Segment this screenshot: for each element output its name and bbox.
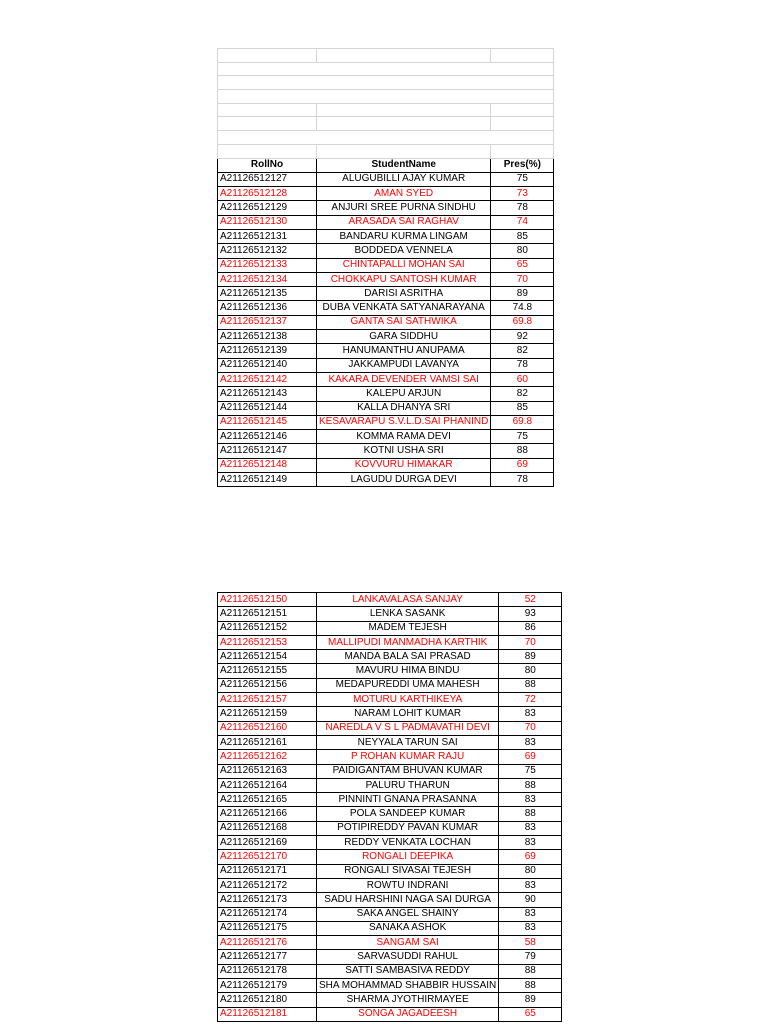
student-name-cell: SHA MOHAMMAD SHABBIR HUSSAIN [317,979,499,993]
pres-cell: 89 [491,287,554,301]
pres-cell: 80 [491,244,554,258]
student-name-cell: KALEPU ARJUN [317,387,491,401]
rollno-cell: A21126512147 [218,444,317,458]
empty-cell [317,144,491,158]
student-name-cell: SAKA ANGEL SHAINY [317,907,499,921]
pres-cell: 70 [499,721,562,735]
rollno-cell: A21126512165 [218,793,317,807]
table-row [218,621,562,635]
pres-cell: 72 [499,693,562,707]
pres-cell: 83 [499,707,562,721]
student-name-cell: RONGALI DEEPIKA [317,850,499,864]
rollno-cell: A21126512179 [218,979,317,993]
empty-row [218,76,554,90]
student-name-cell: KALLA DHANYA SRI [317,401,491,415]
pres-cell: 83 [499,821,562,835]
student-name-cell: SATTI SAMBASIVA REDDY [317,964,499,978]
rollno-cell: A21126512130 [218,215,317,229]
pres-cell: 78 [491,358,554,372]
empty-row [218,103,554,117]
pres-cell: 88 [499,678,562,692]
rollno-cell: A21126512163 [218,764,317,778]
pres-cell: 75 [491,430,554,444]
pres-cell: 88 [491,444,554,458]
pres-cell: 75 [499,764,562,778]
table-row [218,358,554,372]
table-row [218,401,554,415]
rollno-cell: A21126512136 [218,301,317,315]
pres-cell: 83 [499,836,562,850]
table-body-top [218,172,554,487]
pres-cell: 85 [491,229,554,243]
empty-cell [317,49,491,63]
rollno-cell: A21126512169 [218,836,317,850]
table-row [218,750,562,764]
table-row [218,907,562,921]
student-name-cell: CHINTAPALLI MOHAN SAI [317,258,491,272]
empty-row [218,90,554,104]
pres-cell: 83 [499,878,562,892]
student-name-cell: LAGUDU DURGA DEVI [317,473,491,487]
rollno-cell: A21126512164 [218,778,317,792]
empty-cell [218,49,317,63]
pres-cell: 88 [499,964,562,978]
rollno-cell: A21126512156 [218,678,317,692]
rollno-cell: A21126512162 [218,750,317,764]
pres-cell: 69 [499,750,562,764]
pres-cell: 83 [499,907,562,921]
pres-cell: 73 [491,187,554,201]
table-row [218,836,562,850]
table-row [218,793,562,807]
table-row [218,693,562,707]
student-name-cell: LANKAVALASA SANJAY [317,593,499,607]
student-name-cell: MEDAPUREDDI UMA MAHESH [317,678,499,692]
table-row [218,344,554,358]
student-name-cell: SANAKA ASHOK [317,921,499,935]
rollno-cell: A21126512172 [218,878,317,892]
rollno-cell: A21126512153 [218,635,317,649]
rollno-cell: A21126512149 [218,473,317,487]
student-name-cell: MOTURU KARTHIKEYA [317,693,499,707]
empty-cell [491,144,554,158]
student-name-cell: MAVURU HIMA BINDU [317,664,499,678]
empty-cell [317,117,491,131]
student-name-cell: NARAM LOHIT KUMAR [317,707,499,721]
pres-cell: 90 [499,893,562,907]
pres-cell: 85 [491,401,554,415]
student-name-cell: SARVASUDDI RAHUL [317,950,499,964]
pres-cell: 69.8 [491,315,554,329]
table-body-bottom [218,593,562,1022]
rollno-cell: A21126512170 [218,850,317,864]
table-row [218,864,562,878]
student-name-cell: REDDY VENKATA LOCHAN [317,836,499,850]
pres-cell: 65 [491,258,554,272]
rollno-cell: A21126512127 [218,172,317,186]
pres-cell: 70 [491,272,554,286]
table-row [218,229,554,243]
table-row [218,301,554,315]
rollno-cell: A21126512133 [218,258,317,272]
rollno-cell: A21126512145 [218,415,317,429]
pres-cell: 58 [499,936,562,950]
rollno-cell: A21126512150 [218,593,317,607]
table-row [218,330,554,344]
table-row [218,678,562,692]
pres-cell: 79 [499,950,562,964]
table-row [218,593,562,607]
student-name-cell: BANDARU KURMA LINGAM [317,229,491,243]
rollno-cell: A21126512180 [218,993,317,1007]
rollno-cell: A21126512139 [218,344,317,358]
rollno-cell: A21126512159 [218,707,317,721]
table-row [218,764,562,778]
student-name-cell: BODDEDA VENNELA [317,244,491,258]
rollno-cell: A21126512132 [218,244,317,258]
pres-cell: 88 [499,778,562,792]
rollno-cell: A21126512160 [218,721,317,735]
rollno-cell: A21126512168 [218,821,317,835]
student-name-cell: SONGA JAGADEESH [317,1007,499,1021]
table-row [218,430,554,444]
student-name-cell: GARA SIDDHU [317,330,491,344]
student-name-cell: P ROHAN KUMAR RAJU [317,750,499,764]
table-row [218,664,562,678]
pres-cell: 93 [499,607,562,621]
empty-cell [218,62,554,76]
table-row [218,878,562,892]
pres-cell: 83 [499,921,562,935]
student-name-cell: GANTA SAI SATHWIKA [317,315,491,329]
pres-cell: 69 [491,458,554,472]
table-row [218,650,562,664]
pres-cell: 69 [499,850,562,864]
table-row [218,215,554,229]
rollno-cell: A21126512178 [218,964,317,978]
rollno-cell: A21126512129 [218,201,317,215]
rollno-cell: A21126512152 [218,621,317,635]
rollno-cell: A21126512142 [218,372,317,386]
table-row [218,258,554,272]
student-name-cell: NEYYALA TARUN SAI [317,735,499,749]
rollno-cell: A21126512144 [218,401,317,415]
student-name-cell: ANJURI SREE PURNA SINDHU [317,201,491,215]
student-name-cell: HANUMANTHU ANUPAMA [317,344,491,358]
student-name-cell: ROWTU INDRANI [317,878,499,892]
rollno-cell: A21126512135 [218,287,317,301]
pres-cell: 83 [499,793,562,807]
table-row [218,964,562,978]
student-name-cell: SADU HARSHINI NAGA SAI DURGA [317,893,499,907]
empty-cell [218,131,554,145]
pres-cell: 60 [491,372,554,386]
rollno-cell: A21126512176 [218,936,317,950]
rollno-cell: A21126512173 [218,893,317,907]
pres-cell: 89 [499,650,562,664]
student-name-cell: ARASADA SAI RAGHAV [317,215,491,229]
pres-cell: 78 [491,473,554,487]
rollno-cell: A21126512181 [218,1007,317,1021]
student-name-cell: SHARMA JYOTHIRMAYEE [317,993,499,1007]
pres-cell: 83 [499,735,562,749]
empty-cell [491,117,554,131]
table-row [218,721,562,735]
rollno-cell: A21126512143 [218,387,317,401]
table-row [218,993,562,1007]
rollno-cell: A21126512128 [218,187,317,201]
rollno-cell: A21126512151 [218,607,317,621]
student-name-cell: POTIPIREDDY PAVAN KUMAR [317,821,499,835]
rollno-cell: A21126512140 [218,358,317,372]
empty-cell [491,49,554,63]
table-row [218,979,562,993]
table-row [218,735,562,749]
table-row [218,201,554,215]
empty-row [218,62,554,76]
table-row [218,635,562,649]
empty-cell [218,90,554,104]
table-row [218,921,562,935]
pres-cell: 89 [499,993,562,1007]
student-name-cell: KOMMA RAMA DEVI [317,430,491,444]
table-row [218,850,562,864]
rollno-cell: A21126512175 [218,921,317,935]
pres-cell: 88 [499,979,562,993]
rollno-header: RollNo [218,158,317,172]
table-row [218,187,554,201]
rollno-cell: A21126512154 [218,650,317,664]
table-row [218,607,562,621]
pres-header: Pres(%) [491,158,554,172]
student-name-cell: PAIDIGANTAM BHUVAN KUMAR [317,764,499,778]
student-name-cell: ALUGUBILLI AJAY KUMAR [317,172,491,186]
attendance-table-bottom [217,592,562,1022]
student-name-cell: SANGAM SAI [317,936,499,950]
empty-cell [218,144,317,158]
pres-cell: 75 [491,172,554,186]
rollno-cell: A21126512137 [218,315,317,329]
attendance-table-top [217,48,554,487]
table-row [218,473,554,487]
table-row [218,707,562,721]
pres-cell: 88 [499,807,562,821]
pres-cell: 70 [499,635,562,649]
table-row [218,244,554,258]
table-row [218,415,554,429]
student-name-cell: KAKARA DEVENDER VAMSI SAI [317,372,491,386]
student-name-cell: KESAVARAPU S.V.L.D.SAI PHANIND [317,415,491,429]
student-name-cell: PINNINTI GNANA PRASANNA [317,793,499,807]
rollno-cell: A21126512171 [218,864,317,878]
pres-cell: 82 [491,387,554,401]
student-name-cell: JAKKAMPUDI LAVANYA [317,358,491,372]
rollno-cell: A21126512161 [218,735,317,749]
rollno-cell: A21126512134 [218,272,317,286]
rollno-cell: A21126512131 [218,229,317,243]
table-row [218,387,554,401]
pres-cell: 86 [499,621,562,635]
empty-row [218,117,554,131]
table-row [218,950,562,964]
rollno-cell: A21126512177 [218,950,317,964]
table-row [218,172,554,186]
pres-cell: 52 [499,593,562,607]
rollno-cell: A21126512155 [218,664,317,678]
pres-cell: 74 [491,215,554,229]
table-row [218,315,554,329]
table-row [218,1007,562,1021]
student-name-cell: DUBA VENKATA SATYANARAYANA [317,301,491,315]
table-row [218,444,554,458]
rollno-cell: A21126512138 [218,330,317,344]
rollno-cell: A21126512174 [218,907,317,921]
student-name-cell: AMAN SYED [317,187,491,201]
student-name-cell: PALURU THARUN [317,778,499,792]
table-row [218,287,554,301]
table-row [218,272,554,286]
pres-cell: 69.8 [491,415,554,429]
student-name-cell: LENKA SASANK [317,607,499,621]
table-row [218,778,562,792]
empty-cell [218,117,317,131]
empty-header-rows [218,49,554,159]
empty-row [218,144,554,158]
rollno-cell: A21126512148 [218,458,317,472]
table-row [218,893,562,907]
pres-cell: 74.8 [491,301,554,315]
studentname-header: StudentName [317,158,491,172]
table-row [218,372,554,386]
empty-row [218,131,554,145]
rollno-cell: A21126512157 [218,693,317,707]
empty-cell [491,103,554,117]
table-row [218,821,562,835]
pres-cell: 92 [491,330,554,344]
empty-cell [218,76,554,90]
student-name-cell: CHOKKAPU SANTOSH KUMAR [317,272,491,286]
student-name-cell: KOVVURU HIMAKAR [317,458,491,472]
student-name-cell: MALLIPUDI MANMADHA KARTHIK [317,635,499,649]
pres-cell: 80 [499,664,562,678]
rollno-cell: A21126512166 [218,807,317,821]
student-name-cell: POLA SANDEEP KUMAR [317,807,499,821]
empty-cell [317,103,491,117]
student-name-cell: DARISI ASRITHA [317,287,491,301]
empty-cell [218,103,317,117]
rollno-cell: A21126512146 [218,430,317,444]
student-name-cell: MADEM TEJESH [317,621,499,635]
student-name-cell: NAREDLA V S L PADMAVATHI DEVI [317,721,499,735]
pres-cell: 78 [491,201,554,215]
table-row [218,807,562,821]
pres-cell: 80 [499,864,562,878]
table-row [218,936,562,950]
student-name-cell: KOTNI USHA SRI [317,444,491,458]
student-name-cell: RONGALI SIVASAI TEJESH [317,864,499,878]
pres-cell: 82 [491,344,554,358]
header-row [218,158,554,172]
empty-row [218,49,554,63]
student-name-cell: MANDA BALA SAI PRASAD [317,650,499,664]
pres-cell: 65 [499,1007,562,1021]
table-row [218,458,554,472]
